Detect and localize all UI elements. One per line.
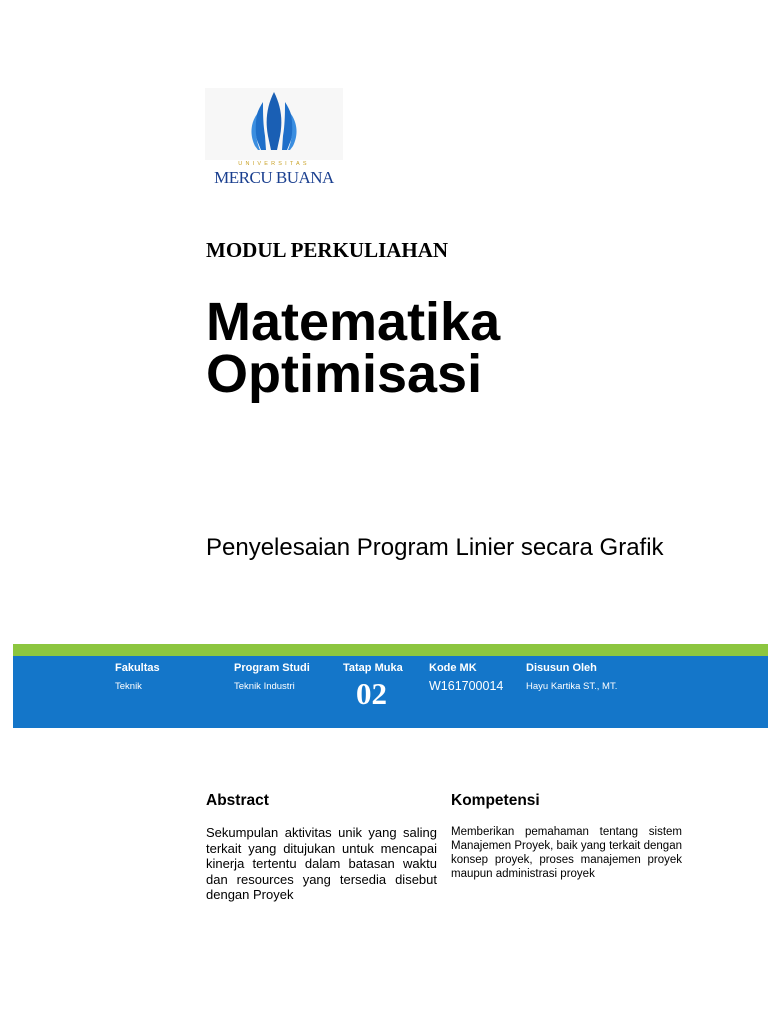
info-kode-mk (429, 662, 503, 693)
kompetensi-text: Memberikan pemahaman tentang sistem Manajemen Proyek, baik yang terkait dengan konsep proyek, proses manajemen proyek maupun administrasi proyek (451, 826, 682, 880)
university-logo (205, 88, 343, 192)
info-kode-mk-value: W161700014 (429, 679, 504, 693)
info-tatap-muka-value: 02 (356, 676, 387, 711)
module-label: MODUL PERKULIAHAN (206, 238, 449, 262)
topic-subtitle: Penyelesaian Program Linier secara Grafik (206, 534, 664, 561)
abstract-heading: Abstract (206, 792, 269, 809)
info-fakultas-header: Fakultas (115, 662, 160, 674)
logo-university-name: MERCU BUANA (214, 168, 334, 187)
info-fakultas (115, 662, 160, 692)
info-program-studi (234, 662, 310, 692)
info-program-studi-header: Program Studi (234, 662, 310, 674)
info-disusun-oleh-value: Hayu Kartika ST., MT. (526, 681, 618, 692)
mercu-buana-emblem-icon (205, 88, 343, 160)
abstract-text: Sekumpulan aktivitas unik yang saling terkait yang ditujukan untuk mencapai kinerja tertentu dalam batasan waktu dan resources yang tersedia disebut dengan Proyek (206, 825, 437, 902)
course-title: Matematika Optimisasi (206, 292, 501, 404)
info-disusun-oleh (526, 662, 617, 692)
kompetensi-heading: Kompetensi (451, 792, 540, 809)
info-disusun-oleh-header: Disusun Oleh (526, 662, 597, 674)
info-band-accent (13, 644, 768, 656)
info-kode-mk-header: Kode MK (429, 662, 477, 674)
info-program-studi-value: Teknik Industri (234, 681, 295, 692)
info-band (13, 656, 768, 728)
info-tatap-muka (343, 662, 403, 712)
logo-university-label: UNIVERSITAS (238, 161, 310, 167)
info-fakultas-value: Teknik (115, 681, 142, 692)
info-tatap-muka-header: Tatap Muka (343, 662, 403, 674)
